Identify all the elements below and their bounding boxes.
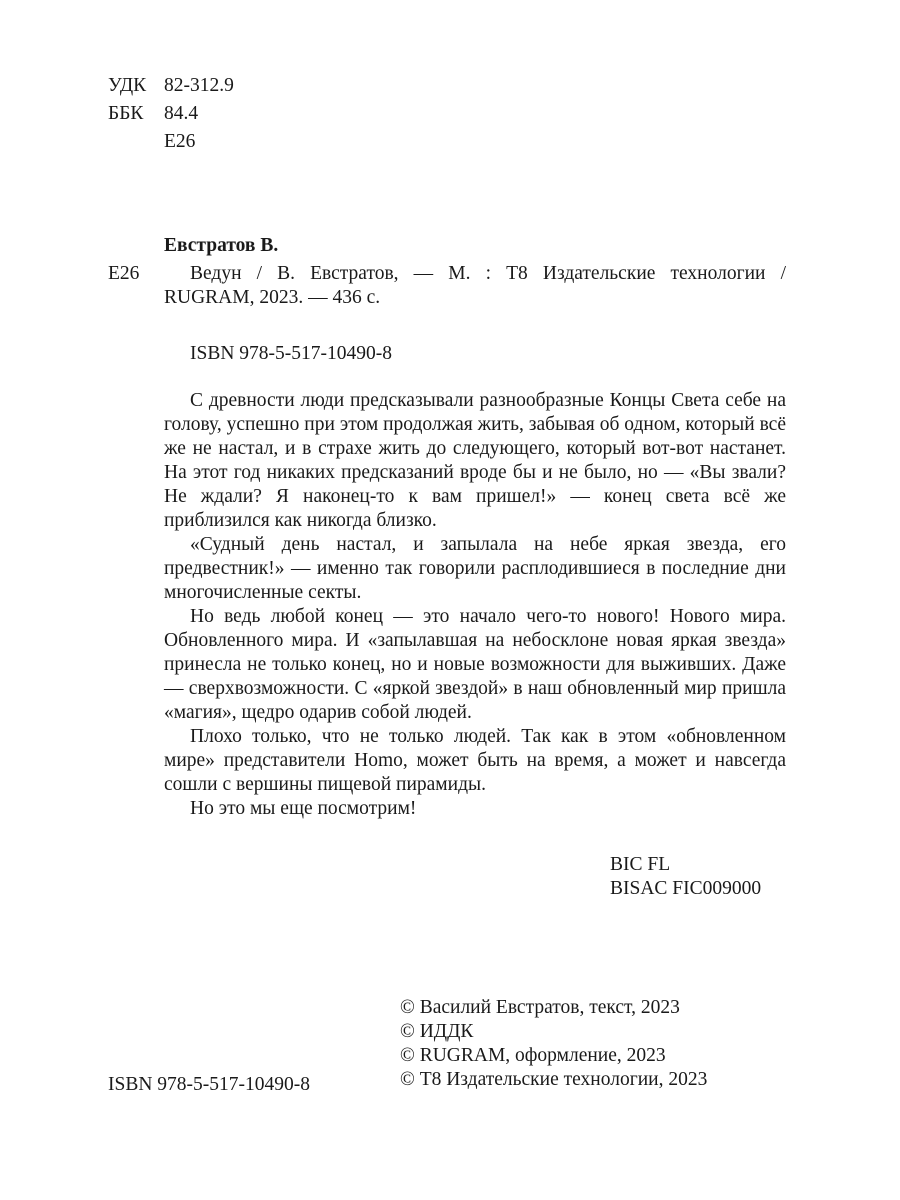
cutter-code-top: Е26	[164, 131, 196, 152]
udk-value: 82-312.9	[164, 75, 234, 96]
isbn-record: ISBN 978-5-517-10490-8	[190, 343, 393, 364]
annotation-paragraph: Плохо только, что не только людей. Так как в этом «обновленном мире» представители Homo, может быть на время, а может и навсегда сошли с вершины пищевой пирамиды.	[164, 726, 786, 795]
author-heading: Евстратов В.	[164, 235, 279, 256]
annotation-paragraph: С древности люди предсказывали разнообразные Концы Света себе на голову, успешно при этом продолжая жить, забывая об одном, который всё же не настал, и в страхе жить до следующего, который вот-вот настанет. На этот год никаких предсказаний вроде бы и не было, но — «Вы звали? Не ждали? Я наконец-то к вам пришел!» — конец света всё же приблизился как никогда близко.	[164, 390, 786, 531]
isbn-footer: ISBN 978-5-517-10490-8	[108, 1074, 311, 1095]
annotation-paragraph: Но это мы еще посмотрим!	[190, 798, 417, 819]
annotation-paragraph: Но ведь любой конец — это начало чего-то нового! Нового мира. Обновленного мира. И «запылавшая на небосклоне новая яркая звезда» принесла не только конец, но и новые возможности для выживших. Даже — сверхвозможности. С «яркой звездой» в наш обновленный мир пришла «магия», щедро одарив собой людей.	[164, 606, 786, 723]
copyright-line: © Василий Евстратов, текст, 2023	[400, 997, 680, 1018]
bbk-label: ББК	[108, 103, 144, 124]
udk-line	[108, 74, 234, 98]
udk-label: УДК	[108, 75, 147, 96]
biblio-line-1: Ведун / В. Евстратов, — М. : Т8 Издательские технологии /	[190, 263, 786, 284]
annotation-paragraph: «Судный день настал, и запылала на небе яркая звезда, его предвестник!» — именно так говорили расплодившиеся в последние дни многочисленные секты.	[164, 534, 786, 603]
bisac-code: BISAC FIC009000	[610, 878, 762, 899]
copyright-line: © ИДДК	[400, 1021, 474, 1042]
annotation	[164, 389, 786, 821]
bic-code: BIC FL	[610, 854, 671, 875]
classification-codes	[610, 853, 761, 901]
copyright-line: © RUGRAM, оформление, 2023	[400, 1045, 666, 1066]
bbk-line	[108, 102, 198, 126]
copyright-line: © Т8 Издательские технологии, 2023	[400, 1069, 708, 1090]
cutter-code-side: Е26	[108, 263, 140, 284]
copyright-block	[400, 996, 707, 1092]
bbk-value: 84.4	[164, 103, 199, 124]
bibliographic-description	[164, 262, 786, 310]
biblio-line-2: RUGRAM, 2023. — 436 с.	[164, 287, 381, 308]
